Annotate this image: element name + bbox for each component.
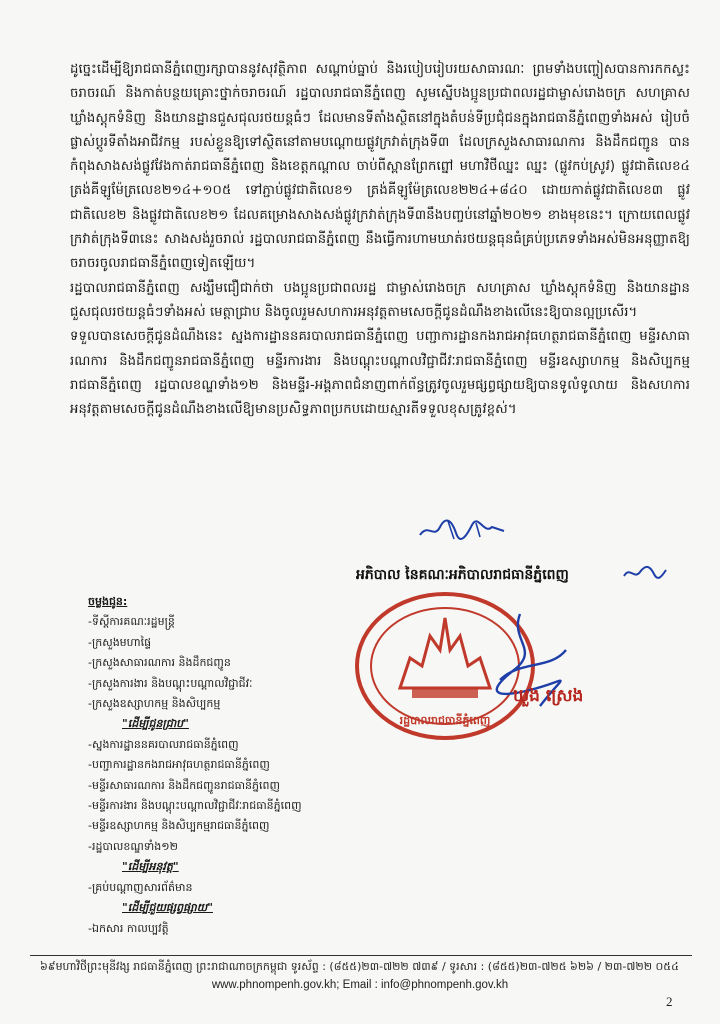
footer-address: ៦៩មហាវិថីព្រះមុនីវង្ស រាជធានីភ្នំពេញ ព្រះរាជាណាចក្រកម្ពុជា ទូរស័ព្ទ : (៨៥៥)២៣-៧២២ ៧៣៩ / ទូរសារ : (៨៥៥)២៣-៧២៥ ៦២៦ / ២៣-៧២២ ០៥៤ xyxy=(40,960,679,973)
body-paragraph: ទទួលបានសេចក្តីជូនដំណឹងនេះ ស្នងការដ្ឋាននគរបាលរាជធានីភ្នំពេញ បញ្ជាការដ្ឋានកងរាជអាវុធហត្ថរាជធានីភ្នំពេញ មន្ទីរសាធារណការ និងដឹកជញ្ជូនរាជធានីភ្នំពេញ មន្ទីរការងារ និងបណ្តុះបណ្តាលវិជ្ជាជីវៈរាជធានីភ្នំពេញ មន្ទីរឧស្សាហកម្ម និងសិប្បកម្មរាជធានីភ្នំពេញ រដ្ឋបាលខណ្ឌទាំង១២ និងមន្ទីរ-អង្គភាពជំនាញពាក់ព័ន្ធត្រូវចូលរួមផ្សព្វផ្សាយឱ្យបានទូលំទូលាយ និងសហការអនុវត្តតាមសេចក្តីជូនដំណឹងខាងលើឱ្យមានប្រសិទ្ធភាពប្រកបដោយស្មារតីទទួលខុសត្រូវខ្ពស់។ xyxy=(70,329,690,418)
recipients-heading: ចម្លងជូន: xyxy=(88,595,128,608)
body-paragraph: រដ្ឋបាលរាជធានីភ្នំពេញ សង្ឃឹមជឿជាក់ថា បងប្អូនប្រជាពលរដ្ឋ ជាម្ចាស់រោងចក្រ សហគ្រាស ឃ្លាំងស្តុកទំនិញ និងយានដ្ឋានជួសជុលរថយន្តធំៗទាំងអស់ មេត្តាជ្រាប និងចូលរួមសហការអនុវត្តតាមសេចក្តីជូនដំណឹងខាងលើនេះឱ្យបានល្អប្រសើរ។ xyxy=(70,280,690,320)
list-item: -ឯកសារ កាលប្បវត្តិ xyxy=(88,921,169,935)
recipients-section-label: "ដើម្បីអនុវត្ត" xyxy=(122,860,179,874)
list-item: -ក្រសួងមហាផ្ទៃ xyxy=(88,635,152,649)
page-number: 2 xyxy=(666,994,673,1009)
signer-name: ឃួង ស្រេង xyxy=(513,686,584,706)
list-item: -បញ្ជាការដ្ឋានកងរាជអាវុធហត្ថរាជធានីភ្នំពេញ xyxy=(88,758,270,772)
footer-contact: www.phnompenh.gov.kh; Email : info@phnompenh.gov.kh xyxy=(211,979,509,991)
list-item: -ក្រសួងសាធារណការ និងដឹកជញ្ជូន xyxy=(88,656,231,670)
list-item: -មន្ទីរសាធារណការ និងដឹកជញ្ជូនរាជធានីភ្នំពេញ xyxy=(88,778,280,792)
footer-divider xyxy=(30,955,692,956)
list-item: -ក្រសួងការងារ និងបណ្តុះបណ្តាលវិជ្ជាជីវៈ xyxy=(88,676,253,690)
list-item: -មន្ទីរឧស្សាហកម្ម និងសិប្បកម្មរាជធានីភ្នំពេញ xyxy=(88,819,270,833)
list-item: -ស្នងការដ្ឋាននគរបាលរាជធានីភ្នំពេញ xyxy=(88,737,239,751)
list-item: -រដ្ឋបាលខណ្ឌទាំង១២ xyxy=(88,839,178,853)
copy-recipients-list xyxy=(88,592,388,939)
recipients-section-label: "ដើម្បីជូនជ្រាប" xyxy=(122,717,189,731)
letter-body xyxy=(70,58,690,422)
svg-text:រដ្ឋបាលរាជធានីភ្នំពេញ: រដ្ឋបាលរាជធានីភ្នំពេញ xyxy=(399,714,491,727)
body-paragraph: ដូច្នេះដើម្បីឱ្យរាជធានីភ្នំពេញរក្សាបាននូវសុវត្ថិភាព សណ្តាប់ធ្នាប់ និងរបៀបរៀបរយសាធារណៈ ព្រមទាំងបញ្ចៀសបានការកកស្ទះចរាចរណ៍ និងកាត់បន្ថយគ្រោះថ្នាក់ចរាចរណ៍ រដ្ឋបាលរាជធានីភ្នំពេញ សូមស្នើបងប្អូនប្រជាពលរដ្ឋជាម្ចាស់រោងចក្រ សហគ្រាស ឃ្លាំងស្តុកទំនិញ និងយានដ្ឋានជួសជុលរថយន្តធំៗ ដែលមានទីតាំងស្ថិតនៅក្នុងតំបន់ទីប្រជុំជនក្នុងរាជធានីភ្នំពេញទាំងអស់ រៀបចំផ្លាស់ប្តូរទីតាំងអាជីវកម្ម របស់ខ្លួនឱ្យទៅស្ថិតនៅតាមបណ្តោយផ្លូវក្រវាត់ក្រុងទី៣ ដែលក្រសួងសាធារណការ និងដឹកជញ្ជូន បានកំពុងសាងសង់ផ្លូវវែងកាត់រាជធានីភ្នំពេញ និងខេត្តកណ្តាល ចាប់ពីស្ពានព្រែកព្នៅ មហាវិថីឈ្នះ ឈ្នះ (ផ្លូវកប់ស្រូវ) ផ្លូវជាតិលេខ៤ ត្រង់គីឡូម៉ែត្រលេខ២១៤+១០៥ ទៅភ្ជាប់ផ្លូវជាតិលេខ១ ត្រង់គីឡូម៉ែត្រលេខ២២៤+៨៤០ ដោយកាត់ផ្លូវជាតិលេខ៣ ផ្លូវជាតិលេខ២ និងផ្លូវជាតិលេខ២១ ដែលគម្រោងសាងសង់ផ្លូវក្រវាត់ក្រុងទី៣នឹងបញ្ចប់នៅឆ្នាំ២០២១ ខាងមុខនេះ។ ក្រោយពេលផ្លូវក្រវាត់ក្រុងទី៣នេះ សាងសង់រួចរាល់ រដ្ឋបាលរាជធានីភ្នំពេញ នឹងធ្វើការហាមឃាត់រថយន្តធុនធំគ្រប់ប្រភេទទាំងអស់មិនអនុញ្ញាតឱ្យចរាចរចូលរាជធានីភ្នំពេញទៀតឡើយ។ xyxy=(70,62,690,272)
list-item: -គ្រប់បណ្តាញសារព័ត៌មាន xyxy=(88,880,193,894)
list-item: -មន្ទីរការងារ និងបណ្តុះបណ្តាលវិជ្ជាជីវៈរាជធានីភ្នំពេញ xyxy=(88,799,302,813)
initials-mark-icon xyxy=(622,560,668,584)
signatory-title: អភិបាល នៃគណៈអភិបាលរាជធានីភ្នំពេញ xyxy=(356,567,569,583)
handwritten-initials-icon xyxy=(418,517,506,543)
list-item: -ទីស្តីការគណៈរដ្ឋមន្ត្រី xyxy=(88,615,175,629)
recipients-section-label: "ដើម្បីជួយផ្សព្វផ្សាយ" xyxy=(122,901,213,915)
list-item: -ក្រសួងឧស្សាហកម្ម និងសិប្បកម្ម xyxy=(88,697,221,711)
